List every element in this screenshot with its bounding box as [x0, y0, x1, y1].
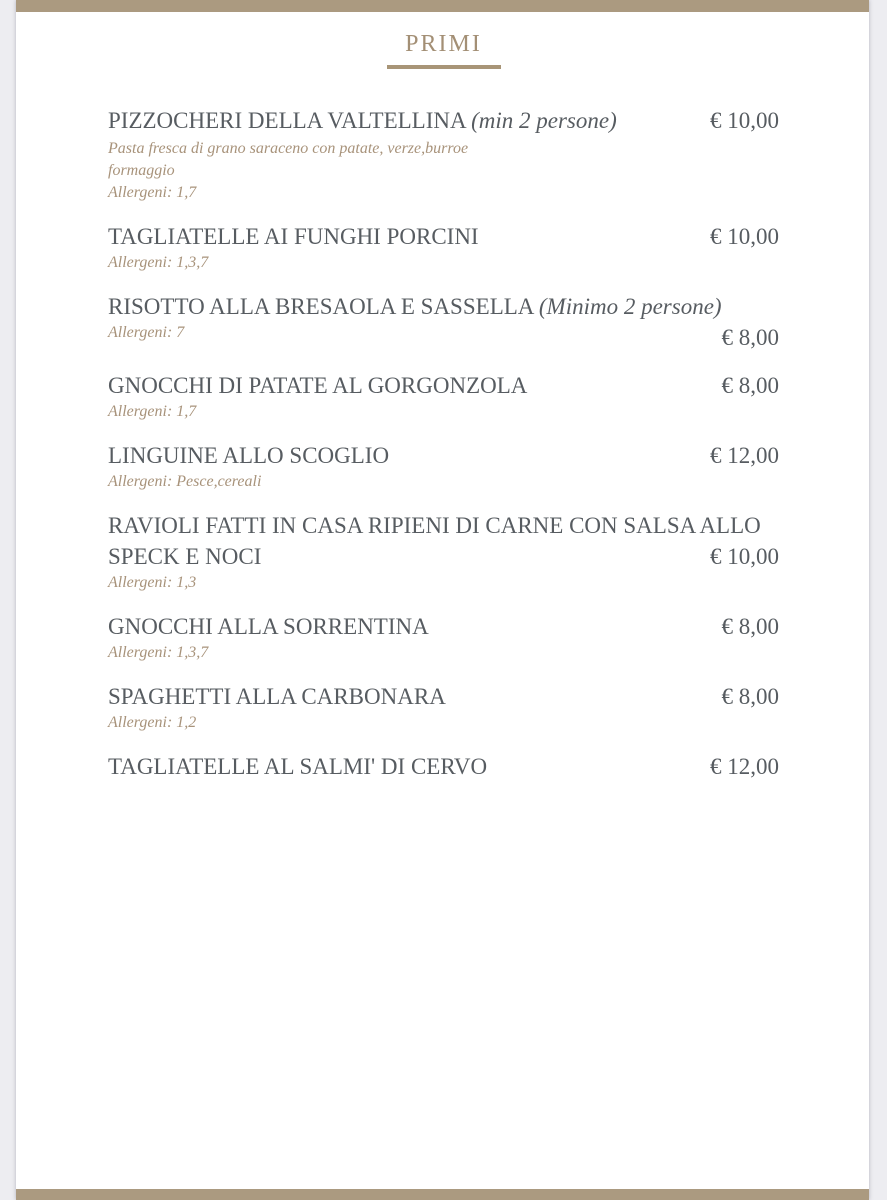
menu-page [16, 0, 869, 1200]
item-name-note: (Minimo 2 persone) [538, 294, 722, 319]
menu-item-gnocchi-gorgonzola [108, 370, 779, 423]
menu-item-gnocchi-sorrentina [108, 611, 779, 664]
item-name: SPAGHETTI ALLA CARBONARA [108, 684, 446, 709]
item-price: € 8,00 [721, 614, 779, 639]
item-name: TAGLIATELLE AI FUNGHI PORCINI [108, 224, 479, 249]
item-allergens: Allergeni: 1,2 [108, 714, 197, 731]
menu-content [16, 0, 869, 782]
item-price: € 8,00 [721, 684, 779, 709]
menu-item-risotto [108, 291, 779, 353]
menu-item-list [108, 105, 779, 782]
item-name-price-row [108, 681, 779, 712]
item-name-note: (min 2 persone) [471, 108, 617, 133]
menu-item-tagliatelle-funghi [108, 221, 779, 274]
item-name [108, 291, 722, 322]
item-name-price-row [108, 221, 779, 252]
item-price: € 12,00 [710, 754, 779, 779]
item-name-price-row [108, 105, 779, 136]
item-allergens: Allergeni: 1,7 [108, 403, 197, 420]
item-name: GNOCCHI ALLA SORRENTINA [108, 614, 429, 639]
item-price: € 10,00 [710, 108, 779, 133]
item-description-line: Pasta fresca di grano saraceno con patate, verze,burroe [108, 140, 469, 157]
item-allergens: Allergeni: 1,3,7 [108, 254, 209, 271]
menu-item-tagliatelle-cervo [108, 751, 779, 782]
menu-item-linguine [108, 440, 779, 493]
item-price: € 10,00 [710, 544, 779, 569]
section-title: PRIMI [405, 31, 482, 57]
item-allergens: Allergeni: 1,3 [108, 574, 197, 591]
item-name-price-row [108, 370, 779, 401]
title-underline [387, 65, 501, 69]
item-allergens: Allergeni: 1,3,7 [108, 644, 209, 661]
item-allergens: Allergeni: 7 [108, 324, 185, 341]
top-accent-bar [16, 0, 869, 12]
item-name [108, 105, 617, 136]
item-name: GNOCCHI DI PATATE AL GORGONZOLA [108, 373, 528, 398]
item-name-price-row [108, 751, 779, 782]
item-name: TAGLIATELLE AL SALMI' DI CERVO [108, 754, 488, 779]
menu-item-pizzocheri [108, 105, 779, 204]
item-name-price-row [108, 440, 779, 471]
section-header [108, 29, 779, 69]
item-allergens: Allergeni: Pesce,cereali [108, 473, 262, 490]
item-name: LINGUINE ALLO SCOGLIO [108, 443, 390, 468]
item-name: RAVIOLI FATTI IN CASA RIPIENI DI CARNE CON SALSA ALLO SPECK E NOCI [108, 513, 761, 569]
item-allergens-price-row [108, 322, 779, 353]
menu-item-carbonara [108, 681, 779, 734]
item-price: € 8,00 [721, 373, 779, 398]
item-description-line: formaggio [108, 162, 175, 179]
item-price: € 8,00 [721, 325, 779, 350]
item-description [108, 138, 779, 182]
bottom-accent-bar [16, 1189, 869, 1200]
menu-item-ravioli [108, 510, 779, 594]
item-name-text: RISOTTO ALLA BRESAOLA E SASSELLA [108, 294, 534, 319]
item-name-price-row [108, 510, 779, 572]
item-name-row [108, 291, 779, 322]
item-price: € 10,00 [710, 224, 779, 249]
item-allergens: Allergeni: 1,7 [108, 184, 197, 201]
item-price: € 12,00 [710, 443, 779, 468]
item-name-price-row [108, 611, 779, 642]
item-name-text: PIZZOCHERI DELLA VALTELLINA [108, 108, 466, 133]
